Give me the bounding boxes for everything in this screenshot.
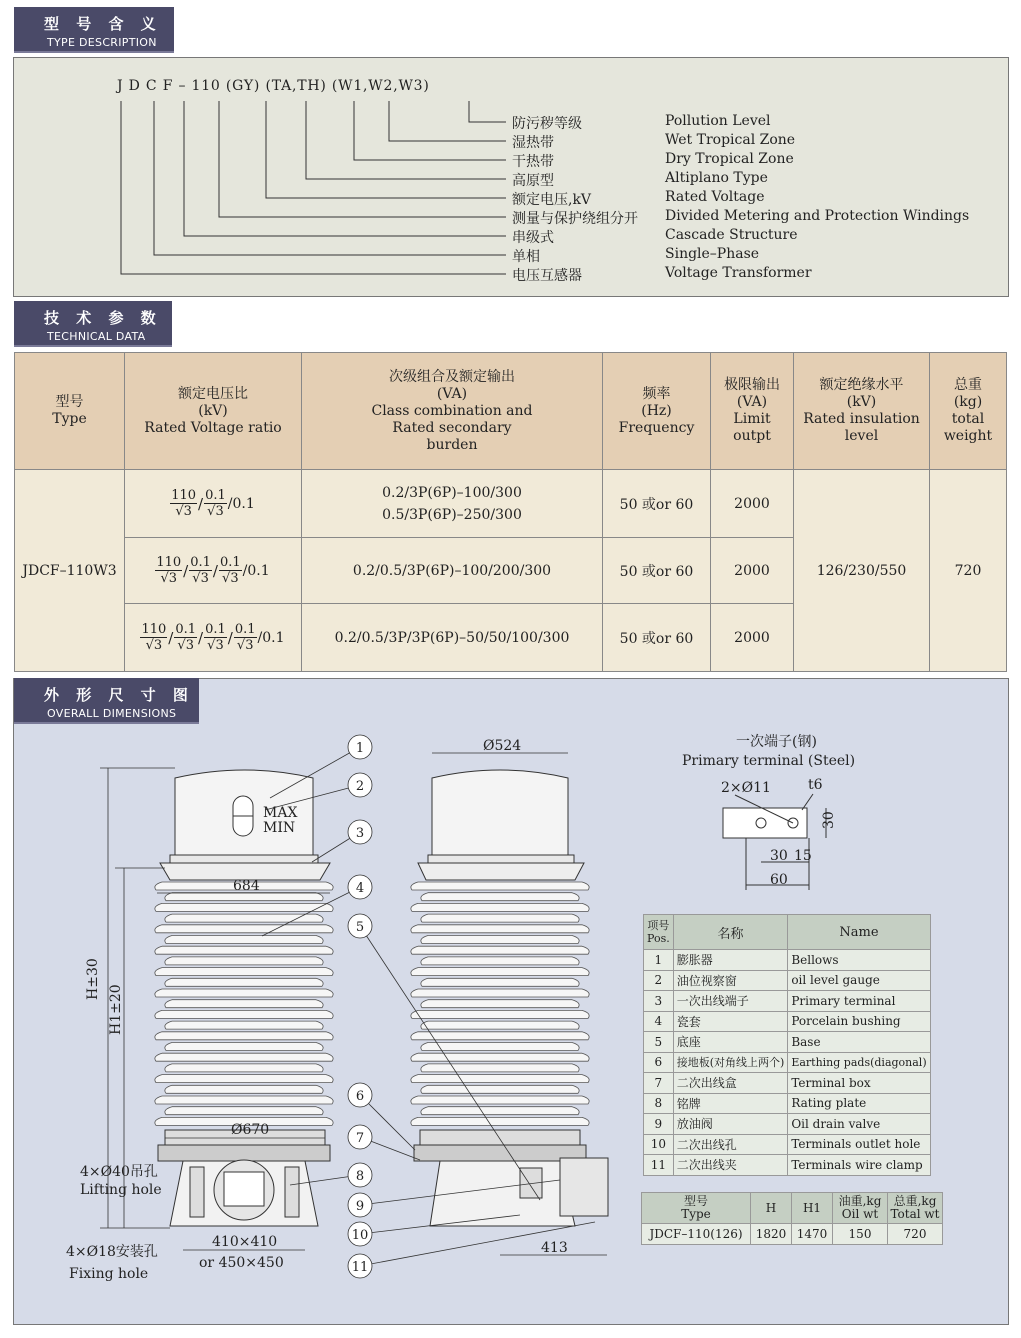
header-line: 额定绝缘水平: [819, 377, 904, 393]
header-line: (VA): [436, 385, 468, 402]
terminal-title-cn: 一次端子(钢): [736, 734, 817, 750]
weights-header-type: 型号 Type: [642, 1193, 751, 1224]
balloon-label: 3: [355, 826, 365, 841]
weights-h: 1820: [751, 1224, 792, 1245]
weights-total: 720: [888, 1224, 943, 1245]
type-row-en: Voltage Transformer: [665, 265, 812, 281]
ratio-denominator: √3: [236, 638, 254, 653]
weights-header-h1: H1: [792, 1193, 833, 1224]
parts-header-en: Name: [788, 915, 930, 950]
ratio-slash: /: [198, 628, 204, 647]
weights-oil: 150: [833, 1224, 888, 1245]
dim-524: Ø524: [483, 738, 522, 754]
ratio-last: /0.1: [227, 495, 255, 512]
header-line: Rated insulation: [803, 411, 920, 427]
ratio-denominator: √3: [207, 638, 224, 653]
min-label: MIN: [263, 820, 296, 836]
header-line: Limit: [733, 411, 771, 427]
balloon-label: 6: [355, 1089, 365, 1104]
ratio-denominator: √3: [175, 504, 192, 519]
class-cell: 0.2/0.5/3P(6P)–100/200/300: [302, 538, 603, 604]
type-row-en: Wet Tropical Zone: [665, 132, 796, 148]
class-line: 0.5/3P(6P)–250/300: [382, 506, 522, 523]
ratio-numerator: 0.1: [205, 488, 226, 503]
header-line: 总重: [954, 377, 982, 393]
dim-base: 410×410: [212, 1234, 278, 1250]
parts-en: Base: [788, 1032, 930, 1053]
ratio-numerator: 0.1: [234, 622, 256, 637]
parts-pos: 8: [644, 1093, 674, 1114]
type-row-en: Cascade Structure: [665, 227, 798, 243]
type-row-cn: 串级式: [512, 230, 554, 246]
header-line: weight: [943, 428, 993, 444]
dim-base-alt: or 450×450: [199, 1255, 284, 1271]
ratio-numerator: 110: [141, 622, 167, 637]
ratio-slash: /: [168, 628, 174, 647]
header-line: (kg): [953, 394, 983, 410]
dim-413: 413: [541, 1240, 568, 1256]
weights-row: [642, 1224, 943, 1245]
parts-row: [644, 1073, 931, 1094]
type-row-cn: 单相: [512, 249, 540, 265]
type-row-en: Altiplano Type: [665, 170, 768, 186]
terminal-thickness: t6: [808, 777, 823, 793]
type-row-en: Pollution Level: [665, 113, 771, 129]
weight-cell: 720: [930, 470, 1007, 672]
parts-cn: 铭牌: [673, 1093, 788, 1114]
parts-row: [644, 950, 931, 971]
type-row-cn: 干热带: [512, 154, 554, 170]
balloon-label: 5: [355, 920, 365, 935]
ratio-slash: /: [212, 561, 218, 580]
ratio-numerator: 0.1: [205, 622, 226, 637]
parts-cn: 二次出线夹: [673, 1155, 788, 1176]
parts-pos: 7: [644, 1073, 674, 1094]
parts-pos: 6: [644, 1052, 674, 1073]
section-title-en: TECHNICAL DATA: [47, 330, 146, 343]
dim-670: Ø670: [231, 1122, 270, 1138]
terminal-dim-30v: 30: [821, 811, 837, 829]
balloon-label: 11: [351, 1260, 369, 1275]
header-line: (kV): [198, 402, 228, 419]
ratio-denominator: √3: [177, 638, 194, 653]
weights-header: [642, 1193, 943, 1224]
terminal-dim-15: 15: [794, 848, 812, 864]
header-line: burden: [426, 436, 478, 453]
fixing-hole-cn: 4×Ø18安装孔: [66, 1244, 158, 1260]
parts-cn: 接地板(对角线上两个): [673, 1052, 788, 1073]
balloon-label: 10: [351, 1228, 369, 1243]
parts-pos: 10: [644, 1134, 674, 1155]
parts-row: [644, 1093, 931, 1114]
type-code: J D C F – 110 (GY) (TA,TH) (W1,W2,W3): [117, 78, 430, 94]
weights-header-oil: 油重,kg Oil wt: [833, 1193, 888, 1224]
parts-pos: 5: [644, 1032, 674, 1053]
parts-cn: 膨胀器: [673, 950, 788, 971]
parts-header: [644, 915, 931, 950]
front-view: [155, 770, 333, 1226]
header-line: (kV): [846, 394, 877, 410]
parts-row: [644, 970, 931, 991]
parts-cn: 放油阀: [673, 1114, 788, 1135]
ratio-numerator: 110: [171, 488, 197, 503]
header-line: 额定电压比: [178, 385, 248, 402]
parts-cn: 二次出线孔: [673, 1134, 788, 1155]
parts-cn: 二次出线盒: [673, 1073, 788, 1094]
balloon-label: 1: [355, 741, 365, 756]
terminal-title-en: Primary terminal (Steel): [682, 753, 856, 769]
parts-pos: 3: [644, 991, 674, 1012]
ratio-denominator: √3: [145, 638, 163, 653]
parts-row: [644, 1114, 931, 1135]
ratio-numerator: 110: [156, 555, 182, 570]
header-line: outpt: [733, 428, 771, 444]
section-title-en: OVERALL DIMENSIONS: [47, 707, 177, 720]
terminal-dim-60: 60: [770, 872, 788, 888]
header-line: (Hz): [641, 402, 672, 419]
header-line: total: [951, 411, 985, 427]
parts-row: [644, 991, 931, 1012]
header-line: Rated Voltage ratio: [144, 419, 282, 436]
type-row-cn: 高原型: [512, 173, 554, 189]
type-row-cn: 额定电压,kV: [512, 192, 592, 208]
terminal-dim-30: 30: [770, 848, 788, 864]
lifting-hole-en: Lifting hole: [80, 1182, 162, 1198]
type-row-en: Dry Tropical Zone: [665, 151, 794, 167]
header-line: 频率: [642, 385, 671, 402]
parts-en: Earthing pads(diagonal): [788, 1052, 930, 1073]
header-line: Frequency: [618, 419, 695, 436]
type-row-cn: 电压互感器: [512, 268, 582, 284]
header-line: Type: [52, 411, 87, 427]
dim-684: 684: [233, 878, 260, 894]
parts-pos: 4: [644, 1011, 674, 1032]
parts-row: [644, 1052, 931, 1073]
type-row-cn: 防污秽等级: [512, 116, 582, 132]
fixing-hole-en: Fixing hole: [69, 1266, 149, 1282]
parts-en: Terminal box: [788, 1073, 930, 1094]
balloon-label: 7: [355, 1131, 365, 1146]
limit-cell: 2000: [711, 604, 794, 672]
parts-row: [644, 1032, 931, 1053]
parts-pos: 2: [644, 970, 674, 991]
parts-header-pos: 项号 Pos.: [644, 915, 674, 950]
type-row-cn: 湿热带: [512, 135, 554, 151]
balloon-label: 8: [355, 1169, 365, 1184]
weights-header-total: 总重,kg Total wt: [888, 1193, 943, 1224]
weights-table: [641, 1192, 943, 1245]
parts-header-cn: 名称: [673, 915, 788, 950]
parts-cn: 瓷套: [673, 1011, 788, 1032]
parts-row: [644, 1134, 931, 1155]
ratio-last: /0.1: [257, 629, 285, 646]
ratio-numerator: 0.1: [175, 622, 197, 637]
ratio-slash: /: [198, 494, 204, 513]
ratio-denominator: √3: [192, 571, 209, 586]
balloon-label: 2: [355, 779, 365, 794]
parts-en: Rating plate: [788, 1093, 930, 1114]
weights-h1: 1470: [792, 1224, 833, 1245]
dim-h1: H1±20: [108, 984, 124, 1035]
parts-pos: 11: [644, 1155, 674, 1176]
header-line: Class combination and: [371, 402, 533, 419]
parts-en: Oil drain valve: [788, 1114, 930, 1135]
parts-cn: 底座: [673, 1032, 788, 1053]
ratio-denominator: √3: [222, 571, 239, 586]
ratio-slash: /: [183, 561, 189, 580]
balloon-label: 9: [355, 1199, 365, 1214]
weights-type: JDCF–110(126): [642, 1224, 751, 1245]
insulation-cell: 126/230/550: [794, 470, 930, 672]
model-cell: JDCF–110W3: [15, 470, 125, 672]
parts-en: Terminals outlet hole: [788, 1134, 930, 1155]
parts-en: Terminals wire clamp: [788, 1155, 930, 1176]
header-line: Rated secondary: [392, 419, 512, 436]
limit-cell: 2000: [711, 470, 794, 538]
parts-en: Porcelain bushing: [788, 1011, 930, 1032]
parts-en: Primary terminal: [788, 991, 930, 1012]
type-row-cn: 测量与保护绕组分开: [512, 211, 638, 227]
ratio-last: /0.1: [242, 562, 270, 579]
section-title-cn: 外 形 尺 寸 图: [44, 686, 194, 704]
freq-cell: 50 或or 60: [603, 604, 711, 672]
parts-en: Bellows: [788, 950, 930, 971]
section-title-cn: 技 术 参 数: [44, 309, 162, 327]
lifting-hole-cn: 4×Ø40吊孔: [80, 1164, 158, 1180]
header-line: 极限输出: [724, 377, 780, 393]
parts-en: oil level gauge: [788, 970, 930, 991]
ratio-slash: /: [227, 628, 233, 647]
parts-pos: 9: [644, 1114, 674, 1135]
header-line: 次级组合及额定输出: [389, 368, 515, 385]
ratio-denominator: √3: [160, 571, 178, 586]
parts-cn: 油位视察窗: [673, 970, 788, 991]
class-cell: 0.2/0.5/3P/3P(6P)–50/50/100/300: [302, 604, 603, 672]
ratio-numerator: 0.1: [190, 555, 211, 570]
terminal-holes: 2×Ø11: [721, 780, 771, 796]
side-view: [411, 770, 608, 1226]
freq-cell: 50 或or 60: [603, 538, 711, 604]
ratio-denominator: √3: [207, 504, 224, 519]
freq-cell: 50 或or 60: [603, 470, 711, 538]
parts-row: [644, 1155, 931, 1176]
header-line: 型号: [55, 394, 84, 410]
balloon-label: 4: [355, 881, 365, 896]
dim-h: H±30: [85, 958, 101, 1000]
type-row-en: Single–Phase: [665, 246, 760, 262]
parts-table: [643, 914, 931, 1176]
header-line: level: [844, 428, 879, 444]
parts-row: [644, 1011, 931, 1032]
type-row-en: Rated Voltage: [665, 189, 765, 205]
ratio-numerator: 0.1: [219, 555, 241, 570]
section-title-en: TYPE DESCRIPTION: [47, 36, 157, 49]
section-title-cn: 型 号 含 义: [44, 15, 162, 33]
parts-cn: 一次出线端子: [673, 991, 788, 1012]
weights-header-h: H: [751, 1193, 792, 1224]
header-line: (VA): [736, 394, 768, 410]
terminal-box: [560, 1158, 608, 1216]
max-label: MAX: [263, 805, 298, 821]
limit-cell: 2000: [711, 538, 794, 604]
type-row-en: Divided Metering and Protection Windings: [665, 208, 970, 224]
class-line: 0.2/3P(6P)–100/300: [382, 484, 522, 501]
parts-pos: 1: [644, 950, 674, 971]
